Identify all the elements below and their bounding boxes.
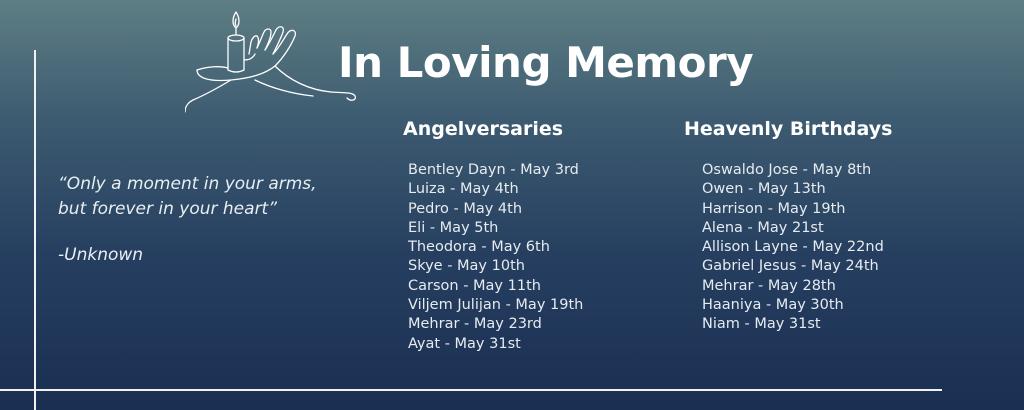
memorial-quote <box>58 172 358 268</box>
list-item: Harrison - May 19th <box>702 200 846 217</box>
page-title: In Loving Memory <box>338 38 754 87</box>
list-item: Mehrar - May 23rd <box>408 316 542 333</box>
list-item: Luiza - May 4th <box>408 181 519 198</box>
list-item: Gabriel Jesus - May 24th <box>702 258 879 275</box>
list-item: Owen - May 13th <box>702 181 826 198</box>
list-item: Ayat - May 31st <box>408 335 521 352</box>
list-item: Oswaldo Jose - May 8th <box>702 162 872 178</box>
list-item: Eli - May 5th <box>408 219 499 236</box>
list-item: Theodora - May 6th <box>408 239 550 256</box>
list-item: Allison Layne - May 22nd <box>702 239 884 256</box>
heavenly-birthdays-list <box>702 161 884 335</box>
list-item: Bentley Dayn - May 3rd <box>408 162 579 178</box>
list-item: Carson - May 11th <box>408 277 541 294</box>
vertical-divider-line <box>34 50 36 410</box>
list-item: Skye - May 10th <box>408 258 525 275</box>
angelversaries-list <box>408 161 583 354</box>
candle-in-hand-icon <box>185 8 360 126</box>
list-item: Pedro - May 4th <box>408 200 523 217</box>
angelversaries-heading: Angelversaries <box>403 118 564 140</box>
list-item: Viljem Julijan - May 19th <box>408 297 584 314</box>
list-item: Mehrar - May 28th <box>702 277 836 294</box>
quote-line-2: but forever in your heart” <box>58 199 278 219</box>
list-item: Niam - May 31st <box>702 316 821 333</box>
quote-line-1: “Only a moment in your arms, <box>58 174 317 194</box>
quote-author: -Unknown <box>58 245 144 265</box>
horizontal-divider-line <box>0 389 942 391</box>
list-item: Alena - May 21st <box>702 219 824 236</box>
list-item: Haaniya - May 30th <box>702 297 844 314</box>
heavenly-birthdays-heading: Heavenly Birthdays <box>684 118 893 140</box>
